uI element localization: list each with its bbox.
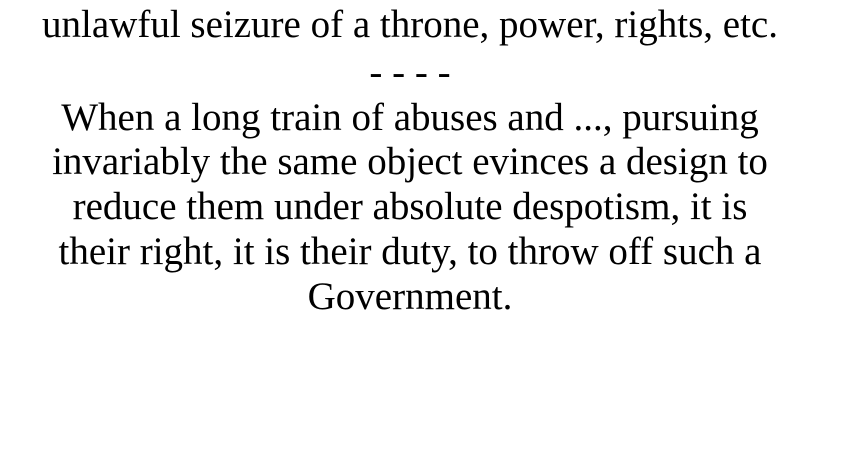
quote-line: Government. [307, 275, 513, 318]
quote-line: invariably the same object evinces a design to [52, 140, 768, 183]
quote-line: their right, it is their duty, to throw off such a [58, 230, 762, 273]
quote-line: reduce them under absolute despotism, it is [72, 185, 748, 228]
separator: - - - - [369, 51, 451, 94]
definition-text: unlawful seizure of a throne, power, rights, etc. [42, 3, 778, 46]
quote-line: When a long train of abuses and ..., pursuing [61, 96, 759, 139]
